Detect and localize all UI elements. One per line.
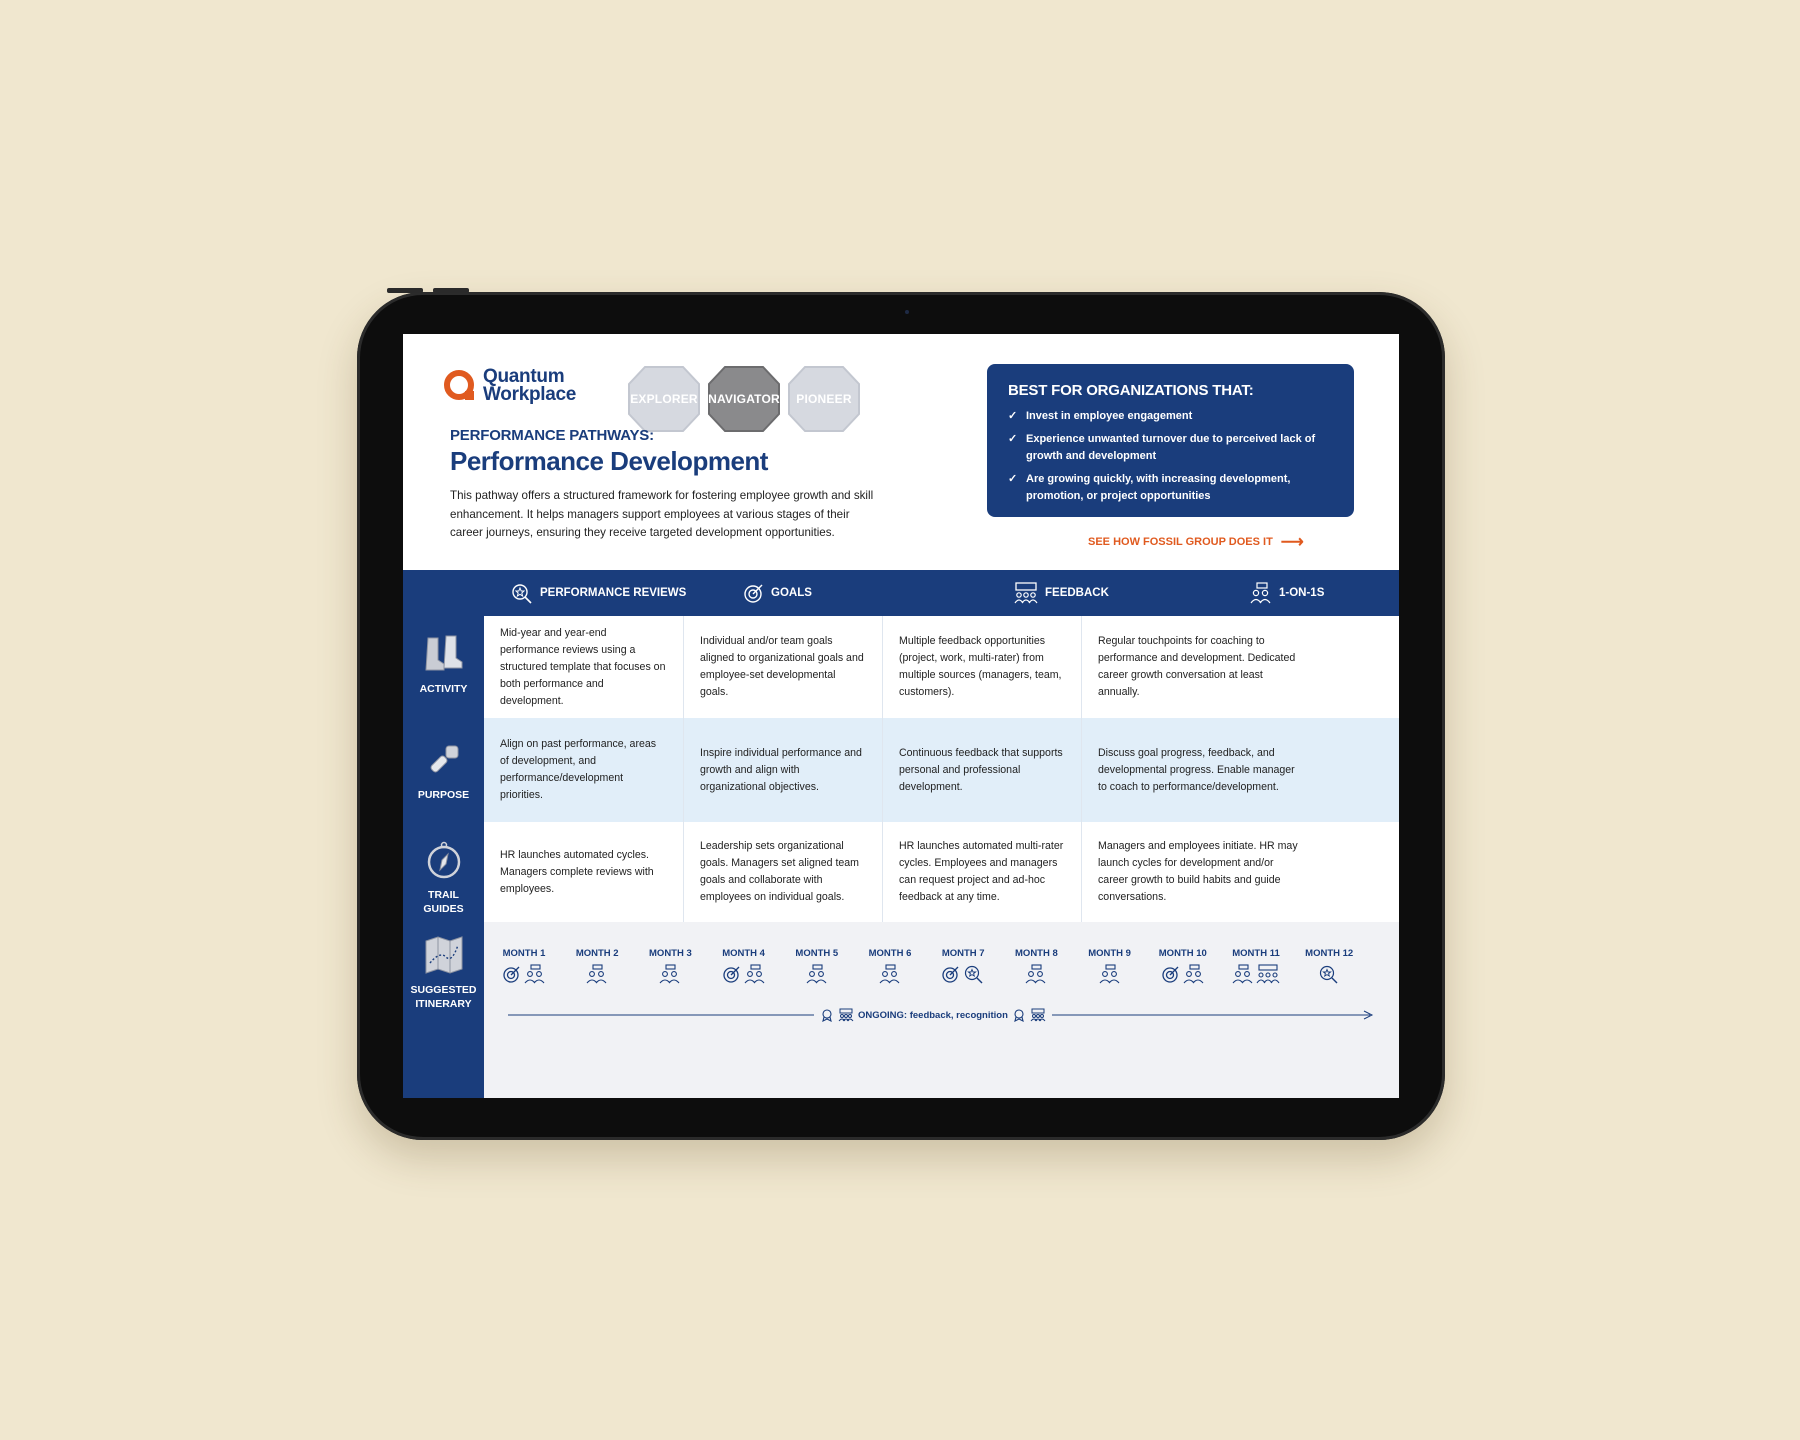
map-icon bbox=[422, 935, 466, 975]
target-icon bbox=[743, 582, 765, 604]
table-cell: Discuss goal progress, feedback, and developmental progress. Enable manager to coach to performance/development. bbox=[1098, 746, 1295, 793]
target-icon bbox=[1161, 964, 1181, 989]
itinerary-month-label: MONTH 5 bbox=[795, 948, 839, 959]
best-for-item-text: Experience unwanted turnover due to perceived lack of growth and development bbox=[1026, 433, 1316, 462]
itinerary-month-icons bbox=[1226, 964, 1286, 989]
badge-explorer[interactable] bbox=[627, 364, 701, 434]
feedback-icon bbox=[1013, 582, 1039, 604]
screen bbox=[403, 334, 1399, 1098]
itinerary-month-label: MONTH 10 bbox=[1158, 948, 1207, 959]
itinerary-month-label: MONTH 6 bbox=[868, 948, 912, 959]
best-for-list bbox=[1008, 408, 1328, 511]
camera-dot bbox=[905, 310, 909, 314]
table-cell: Align on past performance, areas of development, and performance/development priorities. bbox=[484, 718, 684, 822]
badge-navigator[interactable] bbox=[707, 364, 781, 434]
column-header-label: FEEDBACK bbox=[1045, 587, 1109, 599]
table-cell: Mid-year and year-end performance reviews using a structured template that focuses on both performance and development. bbox=[484, 616, 684, 718]
brand-line1: Quantum bbox=[483, 366, 565, 387]
itinerary-month-icons bbox=[494, 964, 554, 989]
feedback-icon bbox=[838, 1008, 854, 1022]
best-for-item bbox=[1008, 471, 1328, 505]
badge-pioneer[interactable] bbox=[787, 364, 861, 434]
best-for-heading: BEST FOR ORGANIZATIONS THAT: bbox=[1008, 382, 1254, 399]
row-label-activity bbox=[403, 634, 484, 696]
itinerary-month-label: MONTH 12 bbox=[1305, 948, 1354, 959]
itinerary-month-icons bbox=[714, 964, 774, 989]
itinerary-month-label: MONTH 8 bbox=[1015, 948, 1058, 959]
tablet-button bbox=[433, 288, 469, 293]
tablet-frame bbox=[357, 292, 1445, 1140]
itinerary-month-icons bbox=[860, 964, 920, 989]
review-star-icon bbox=[510, 582, 534, 604]
itinerary-month-icons bbox=[1299, 964, 1359, 989]
recognition-icon bbox=[1012, 1008, 1026, 1022]
page-kicker: PERFORMANCE PATHWAYS: bbox=[450, 427, 654, 444]
best-for-item bbox=[1008, 431, 1328, 465]
review-icon bbox=[963, 964, 985, 989]
column-header-label: PERFORMANCE REVIEWS bbox=[540, 587, 687, 599]
ongoing-label bbox=[814, 1008, 1052, 1022]
page-title: Performance Development bbox=[450, 446, 768, 476]
feedback-icon bbox=[1030, 1008, 1046, 1022]
itinerary-month-icons bbox=[567, 964, 627, 989]
itinerary-month-icons bbox=[1153, 964, 1213, 989]
review-icon bbox=[1318, 964, 1340, 989]
pathway-table bbox=[403, 570, 1399, 1098]
people-icon bbox=[1099, 964, 1121, 989]
people-icon bbox=[806, 964, 828, 989]
people-icon bbox=[1232, 964, 1254, 989]
row-label-text: GUIDES bbox=[423, 903, 464, 915]
case-study-link-label: SEE HOW FOSSIL GROUP DOES IT bbox=[1088, 536, 1273, 548]
itinerary-month-icons bbox=[1080, 964, 1140, 989]
boots-icon bbox=[420, 634, 468, 674]
table-cell: Inspire individual performance and growth and align with organizational objectives. bbox=[684, 718, 883, 822]
people-icon bbox=[879, 964, 901, 989]
itinerary-month-label: MONTH 7 bbox=[941, 948, 985, 959]
brand-logo bbox=[443, 368, 576, 404]
table-cell: HR launches automated multi-rater cycles. Employees and managers can request project and ad-hoc feedback at any time. bbox=[883, 822, 1082, 922]
row-label-suggested-itinerary bbox=[403, 935, 484, 1011]
check-icon: ✓ bbox=[1008, 433, 1018, 445]
itinerary-month-label: MONTH 1 bbox=[502, 948, 546, 959]
people-icon bbox=[744, 964, 766, 989]
arrow-right-icon: ⟶ bbox=[1280, 534, 1304, 551]
table-cell: Individual and/or team goals aligned to organizational goals and employee-set developmental goals. bbox=[684, 616, 883, 718]
table-cell: HR launches automated cycles. Managers complete reviews with employees. bbox=[484, 822, 684, 922]
case-study-link[interactable] bbox=[1088, 532, 1304, 552]
row-label-purpose bbox=[403, 740, 484, 802]
people-icon bbox=[659, 964, 681, 989]
itinerary-month-icons bbox=[933, 964, 993, 989]
ongoing-text: ONGOING: feedback, recognition bbox=[858, 1009, 1008, 1021]
target-icon bbox=[722, 964, 742, 989]
itinerary-row bbox=[484, 922, 1399, 1098]
feedback-icon bbox=[1256, 964, 1280, 989]
column-header-label: GOALS bbox=[771, 587, 812, 599]
recognition-icon bbox=[820, 1008, 834, 1022]
row-label-text: TRAIL bbox=[428, 889, 459, 901]
brand-line2: Workplace bbox=[483, 384, 577, 405]
table-cell: Leadership sets organizational goals. Managers set aligned team goals and collaborate with employees on individual goals. bbox=[684, 822, 883, 922]
row-label-text: ACTIVITY bbox=[419, 683, 468, 695]
itinerary-month-label: MONTH 11 bbox=[1232, 948, 1280, 959]
people-icon bbox=[524, 964, 546, 989]
column-header-feedback bbox=[1013, 570, 1109, 616]
best-for-item-text: Are growing quickly, with increasing development, promotion, or project opportunities bbox=[1026, 473, 1291, 502]
best-for-item bbox=[1008, 408, 1328, 425]
row-label-text: PURPOSE bbox=[417, 789, 470, 801]
table-cell: Continuous feedback that supports personal and professional development. bbox=[883, 718, 1082, 822]
itinerary-month-label: MONTH 9 bbox=[1088, 948, 1131, 959]
itinerary-month-label: MONTH 4 bbox=[722, 948, 765, 959]
people-icon bbox=[1249, 582, 1273, 604]
row-label-trail-guides bbox=[403, 840, 484, 916]
people-icon bbox=[1025, 964, 1047, 989]
compass-icon bbox=[424, 840, 464, 880]
table-cell: Regular touchpoints for coaching to performance and development. Dedicated career growth conversation at least annually. bbox=[1098, 635, 1296, 698]
logo-mark-icon bbox=[443, 369, 477, 403]
column-header-goals bbox=[743, 570, 812, 616]
column-header-label: 1-ON-1S bbox=[1279, 587, 1325, 599]
table-cell: Managers and employees initiate. HR may launch cycles for development and/or career growth to build habits and guide conversations. bbox=[1098, 840, 1298, 903]
table-row-trail-guides bbox=[484, 822, 1399, 922]
row-label-text: SUGGESTED bbox=[410, 984, 477, 996]
tablet-button bbox=[387, 288, 423, 293]
best-for-box bbox=[987, 364, 1354, 517]
column-header-row bbox=[403, 570, 1399, 616]
target-icon bbox=[941, 964, 961, 989]
itinerary-month-icons bbox=[1006, 964, 1066, 989]
flashlight-icon bbox=[424, 740, 464, 780]
table-row-activity bbox=[484, 616, 1399, 719]
column-header-performance-reviews bbox=[510, 570, 686, 616]
itinerary-month-label: MONTH 3 bbox=[649, 948, 692, 959]
pathway-badges bbox=[627, 364, 861, 434]
badge-label: NAVIGATOR bbox=[708, 392, 780, 406]
badge-label: PIONEER bbox=[796, 392, 852, 406]
itinerary-month-label: MONTH 2 bbox=[575, 948, 619, 959]
itinerary-month-icons bbox=[787, 964, 847, 989]
table-row-purpose bbox=[484, 718, 1399, 822]
people-icon bbox=[586, 964, 608, 989]
table-cell: Multiple feedback opportunities (project, work, multi-rater) from multiple sources (managers, team, customers). bbox=[883, 616, 1082, 718]
check-icon: ✓ bbox=[1008, 473, 1018, 485]
column-header-1-on-1s bbox=[1249, 570, 1324, 616]
intro-text: This pathway offers a structured framework for fostering employee growth and skill enhancement. It helps managers support employees at various stages of their career journeys, ensuring they receive targeted development opportunities. bbox=[450, 489, 874, 539]
check-icon: ✓ bbox=[1008, 410, 1018, 422]
best-for-item-text: Invest in employee engagement bbox=[1026, 410, 1193, 422]
row-label-text: ITINERARY bbox=[415, 998, 472, 1010]
badge-label: EXPLORER bbox=[630, 392, 698, 406]
target-icon bbox=[502, 964, 522, 989]
people-icon bbox=[1183, 964, 1205, 989]
itinerary-month-icons bbox=[640, 964, 700, 989]
